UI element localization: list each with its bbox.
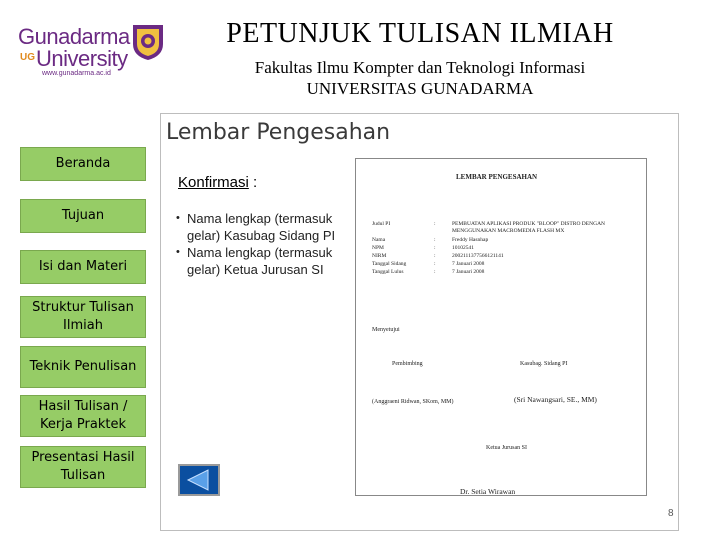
back-arrow-icon <box>180 466 218 494</box>
konfirmasi-colon: : <box>253 174 258 191</box>
doc-pembimbing-name: (Anggraeni Ridwan, SKom, MM) <box>372 399 454 405</box>
nav-teknik-penulisan-label: Teknik Penulisan <box>29 359 137 375</box>
list-item-text: Nama lengkap (termasuk gelar) Kasubag Sidang PI <box>187 211 336 243</box>
doc-row-value: 2002111377566121141 <box>452 253 504 259</box>
gunadarma-logo <box>14 16 184 80</box>
nav-tujuan-label: Tujuan <box>61 208 105 224</box>
doc-row-label: Judul PI <box>372 221 391 227</box>
back-button[interactable] <box>178 464 220 496</box>
nav-teknik-penulisan-button[interactable] <box>20 346 146 388</box>
lembar-pengesahan-preview <box>355 158 647 496</box>
logo-url: www.gunadarma.ac.id <box>42 70 111 77</box>
konfirmasi-label: Konfirmasi <box>178 174 249 191</box>
list-item <box>176 244 346 278</box>
doc-row-value: 7 Januari 2008 <box>452 269 485 275</box>
logo-text-university: University <box>36 46 128 71</box>
list-item <box>176 210 346 244</box>
doc-kasubag-name: (Sri Nawangsari, SE., MM) <box>514 395 597 404</box>
doc-row-colon: : <box>434 245 436 251</box>
doc-kasubag: Kasubag. Sidang PI <box>520 361 568 367</box>
nav-presentasi-hasil-label: Presentasi Hasil Tulisan <box>31 450 135 483</box>
doc-row-value: 10102541 <box>452 245 474 251</box>
logo-text-gunadarma: Gunadarma <box>18 24 130 49</box>
bullet-icon: • <box>176 212 180 224</box>
list-item-text: Nama lengkap (termasuk gelar) Ketua Jurusan SI <box>187 245 333 277</box>
konfirmasi-list <box>176 210 346 278</box>
doc-row-value: Freddy Hasnhap <box>452 237 489 243</box>
nav-presentasi-hasil-button[interactable] <box>20 446 146 488</box>
doc-row-value: PEMBUATAN APLIKASI PRODUK "BLOOP" DISTRO DENGAN MENGGUNAKAN MACROMEDIA FLASH MX <box>452 221 606 234</box>
doc-row-label: NPM <box>372 245 384 251</box>
nav-beranda-button[interactable] <box>20 147 146 181</box>
doc-row-colon: : <box>434 269 436 275</box>
logo-text-ug: UG <box>20 52 35 63</box>
konfirmasi-heading <box>178 174 257 191</box>
university-subtitle: UNIVERSITAS GUNADARMA <box>306 79 534 98</box>
doc-row-colon: : <box>434 261 436 267</box>
page-title: PETUNJUK TULISAN ILMIAH <box>226 18 614 49</box>
nav-isi-dan-materi-button[interactable] <box>20 250 146 284</box>
section-title: Lembar Pengesahan <box>166 120 391 145</box>
nav-hasil-tulisan-label: Hasil Tulisan / Kerja Praktek <box>38 399 128 432</box>
doc-row-colon: : <box>434 237 436 243</box>
nav-isi-dan-materi-label: Isi dan Materi <box>38 259 128 275</box>
doc-pembimbing: Pembimbing <box>392 361 423 367</box>
doc-menyetujui: Menyetujui <box>372 327 400 333</box>
doc-row-value: 7 Januari 2008 <box>452 261 485 267</box>
university-seal-icon <box>130 22 166 62</box>
nav-struktur-tulisan-button[interactable] <box>20 296 146 338</box>
nav-tujuan-button[interactable] <box>20 199 146 233</box>
doc-row-label: Tanggal Lulus <box>372 269 404 275</box>
doc-title: LEMBAR PENGESAHAN <box>456 173 538 181</box>
doc-ketua-label: Ketua Jurusan SI <box>486 445 527 451</box>
doc-row-colon: : <box>434 221 436 227</box>
doc-row-label: Nama <box>372 237 386 243</box>
nav-struktur-tulisan-label: Struktur Tulisan Ilmiah <box>32 300 134 333</box>
doc-row-label: NIRM <box>372 253 387 259</box>
nav-hasil-tulisan-button[interactable] <box>20 395 146 437</box>
page-number: 8 <box>668 508 674 519</box>
faculty-subtitle: Fakultas Ilmu Kompter dan Teknologi Informasi <box>254 58 586 77</box>
bullet-icon: • <box>176 246 180 258</box>
doc-row-label: Tanggal Sidang <box>372 261 407 267</box>
nav-beranda-label: Beranda <box>55 156 111 172</box>
doc-row-colon: : <box>434 253 436 259</box>
doc-ketua-name: Dr. Setia Wirawan <box>460 487 516 496</box>
